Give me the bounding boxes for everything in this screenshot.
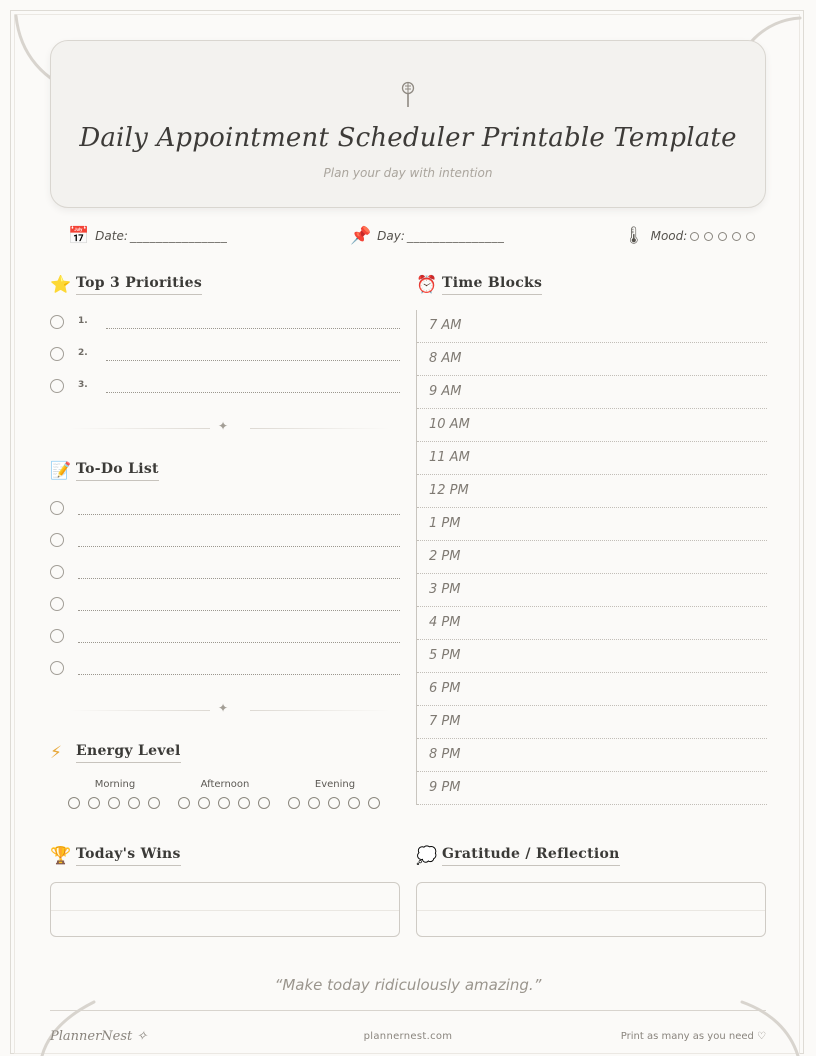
priority-number: 2. (78, 348, 88, 358)
mood-field (623, 226, 755, 246)
date-line: _______________ (129, 229, 228, 243)
todo-row (50, 499, 400, 519)
time-label: 3 PM (429, 582, 461, 597)
write-line (78, 578, 400, 579)
time-label: 11 AM (429, 450, 470, 465)
time-label: 8 AM (429, 351, 462, 366)
gratitude-box[interactable] (416, 882, 766, 937)
time-slot[interactable] (417, 772, 767, 805)
time-label: 6 PM (429, 681, 461, 696)
time-label: 5 PM (429, 648, 461, 663)
mood-dot[interactable] (732, 232, 741, 241)
thermometer-icon: 🌡 (623, 226, 645, 246)
wins-heading (50, 846, 181, 866)
wins-box[interactable] (50, 882, 400, 937)
time-slot[interactable] (417, 310, 767, 343)
todo-row (50, 563, 400, 583)
time-slot[interactable] (417, 376, 767, 409)
energy-dot-morning[interactable] (128, 797, 140, 809)
time-label: 4 PM (429, 615, 461, 630)
energy-dot-afternoon[interactable] (218, 797, 230, 809)
todo-heading (50, 461, 159, 481)
write-line (78, 642, 400, 643)
energy-heading (50, 743, 181, 763)
todo-checkbox[interactable] (50, 501, 64, 515)
priority-number: 3. (78, 380, 88, 390)
priority-checkbox[interactable] (50, 347, 64, 361)
timeblocks-heading (416, 275, 542, 295)
sparkle-icon: ✦ (218, 419, 229, 433)
write-line (78, 514, 400, 515)
header-card (50, 40, 766, 208)
todo-row (50, 595, 400, 615)
gratitude-title: Gratitude / Reflection (442, 846, 620, 866)
time-label: 2 PM (429, 549, 461, 564)
corner-swirl-bottom-right (740, 1000, 802, 1056)
gratitude-heading (416, 846, 620, 866)
todo-checkbox[interactable] (50, 565, 64, 579)
time-label: 9 AM (429, 384, 462, 399)
energy-dot-evening[interactable] (368, 797, 380, 809)
write-line (106, 392, 400, 393)
priority-checkbox[interactable] (50, 315, 64, 329)
energy-dot-afternoon[interactable] (178, 797, 190, 809)
todo-checkbox[interactable] (50, 661, 64, 675)
energy-dot-afternoon[interactable] (258, 797, 270, 809)
mood-dots (685, 232, 755, 241)
time-label: 9 PM (429, 780, 461, 795)
write-line (78, 610, 400, 611)
todo-checkbox[interactable] (50, 629, 64, 643)
time-slot[interactable] (417, 409, 767, 442)
priority-row (50, 313, 400, 333)
mood-label: Mood: (650, 229, 688, 243)
footer-divider (50, 1010, 766, 1011)
trophy-icon: 🏆 (50, 846, 72, 866)
star-icon: ⭐ (50, 275, 72, 295)
energy-dot-evening[interactable] (288, 797, 300, 809)
time-slot[interactable] (417, 607, 767, 640)
brand-logo: PlannerNest ✧ (50, 1029, 148, 1044)
mood-dot[interactable] (704, 232, 713, 241)
energy-dot-evening[interactable] (308, 797, 320, 809)
time-label: 7 PM (429, 714, 461, 729)
time-blocks-column (416, 310, 767, 805)
energy-period-afternoon: Afternoon (200, 779, 250, 790)
energy-dot-morning[interactable] (88, 797, 100, 809)
page-title: Daily Appointment Scheduler Printable Template (79, 123, 737, 153)
footer-note: Print as many as you need ♡ (620, 1031, 766, 1042)
pin-icon (400, 81, 416, 109)
time-slot[interactable] (417, 574, 767, 607)
todo-row (50, 627, 400, 647)
time-label: 8 PM (429, 747, 461, 762)
priority-checkbox[interactable] (50, 379, 64, 393)
lightning-icon: ⚡ (50, 743, 62, 763)
energy-dot-afternoon[interactable] (198, 797, 210, 809)
energy-title: Energy Level (76, 743, 181, 763)
energy-dot-morning[interactable] (148, 797, 160, 809)
write-line (78, 674, 400, 675)
todo-checkbox[interactable] (50, 597, 64, 611)
priority-number: 1. (78, 316, 88, 326)
section-divider (50, 419, 400, 434)
priorities-title: Top 3 Priorities (76, 275, 202, 295)
calendar-icon: 📅 (68, 226, 90, 246)
section-divider (50, 701, 400, 716)
time-label: 1 PM (429, 516, 461, 531)
write-line (106, 328, 400, 329)
corner-swirl-bottom-left (36, 1000, 96, 1056)
memo-icon: 📝 (50, 461, 72, 481)
date-label: Date: (95, 229, 128, 243)
write-line (78, 546, 400, 547)
pushpin-icon: 📌 (350, 226, 372, 246)
day-field (350, 226, 504, 246)
time-label: 12 PM (429, 483, 469, 498)
todo-row (50, 531, 400, 551)
time-slot[interactable] (417, 640, 767, 673)
time-slot[interactable] (417, 706, 767, 739)
time-slot[interactable] (417, 475, 767, 508)
priorities-heading (50, 275, 202, 295)
alarm-clock-icon: ⏰ (416, 275, 438, 295)
date-field (68, 226, 227, 246)
energy-dot-evening[interactable] (328, 797, 340, 809)
time-label: 10 AM (429, 417, 470, 432)
time-label: 7 AM (429, 318, 462, 333)
footer-quote: “Make today ridiculously amazing.” (274, 976, 542, 994)
time-slot[interactable] (417, 673, 767, 706)
timeblocks-title: Time Blocks (442, 275, 542, 295)
wins-title: Today's Wins (76, 846, 181, 866)
mood-dot[interactable] (746, 232, 755, 241)
page-subtitle: Plan your day with intention (323, 166, 493, 180)
thought-bubble-icon: 💭 (416, 846, 438, 866)
sparkle-icon: ✦ (218, 701, 229, 715)
time-slot[interactable] (417, 508, 767, 541)
mood-dot[interactable] (690, 232, 699, 241)
day-line: _______________ (406, 229, 505, 243)
energy-period-evening: Evening (314, 779, 356, 790)
todo-title: To-Do List (76, 461, 159, 481)
energy-dot-afternoon[interactable] (238, 797, 250, 809)
todo-row (50, 659, 400, 679)
energy-dot-morning[interactable] (68, 797, 80, 809)
time-slot[interactable] (417, 442, 767, 475)
priority-row (50, 345, 400, 365)
priority-row (50, 377, 400, 397)
footer-url[interactable]: plannernest.com (363, 1031, 453, 1042)
write-line (106, 360, 400, 361)
time-slot[interactable] (417, 343, 767, 376)
day-label: Day: (377, 229, 405, 243)
mood-dot[interactable] (718, 232, 727, 241)
energy-period-morning: Morning (94, 779, 136, 790)
time-slot[interactable] (417, 541, 767, 574)
energy-dot-evening[interactable] (348, 797, 360, 809)
energy-dot-morning[interactable] (108, 797, 120, 809)
todo-checkbox[interactable] (50, 533, 64, 547)
time-slot[interactable] (417, 739, 767, 772)
